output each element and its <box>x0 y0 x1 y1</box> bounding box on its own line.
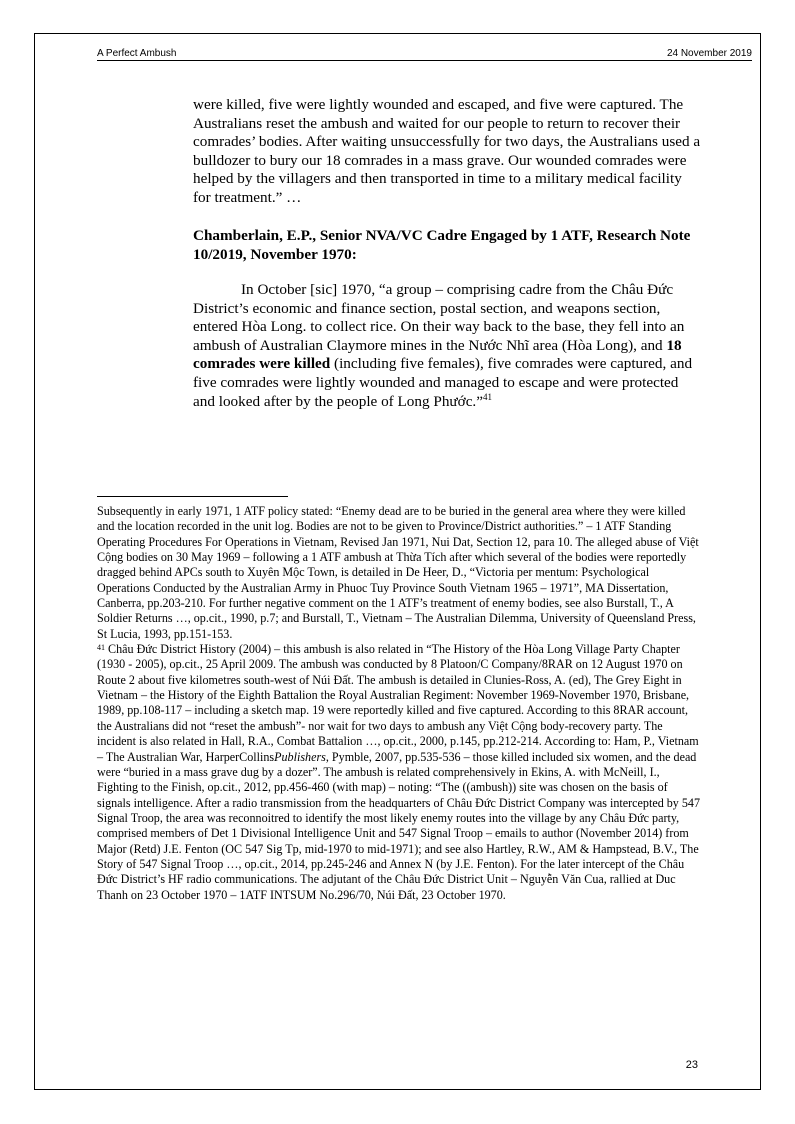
quote-continuation <box>193 96 703 208</box>
quote-continuation-text: were killed, five were lightly wounded and escaped, and five were captured. The Australians reset the ambush and waited for our people to return to recover their comrades’ bodies. After waiting unsuccessfully for two days, the Australians used a bulldozer to bury our 18 comrades in a mass grave. Our wounded comrades were helped by the villagers and then transported in time to a military medical facility for treatment.” … <box>193 96 701 206</box>
block-quote-after: (including five females), five comrades were captured, and five comrades were lightly wounded and managed to escape and were protected and looked after by the people of Long Phước.” <box>193 355 693 410</box>
block-quote <box>193 281 703 411</box>
footnote-41-part2: , Pymble, 2007, pp.535-536 – those killed included six women, and the dead were “buried in a mass grave dug by a dozer”. The ambush is related comprehensively in Ekins, A. with McNeill, I., Fighting to the Finish, op.cit., 2012, pp.456-460 (with map) – noting: “The ((ambush)) site was chosen on the basis of signals intelligence. After a radio transmission from the headquarters of Châu Đức District Company was intercepted by 547 Signal Troop, the area was reconnoitred to identify the most likely enemy routes into the village by any Châu Đức party, comprised members of Det 1 Divisional Intelligence Unit and 547 Signal Troop – emails to author (November 2014) from Major (Retd) J.E. Fenton (OC 547 Sig Tp, mid-1970 to mid-1971); and see also Hartley, R.W., AM & Hampstead, B.V., The Story of 547 Signal Troop …, op.cit., 2014, pp.245-246 and Annex N (by J.E. Fenton). For the later intercept of the Châu Đức District’s HF radio communications. The adjutant of the Châu Đức District Unit – Nguyễn Văn Cua, rallied at Duc Thanh on 23 October 1970 – 1ATF INTSUM No.296/70, Núi Đất, 23 October 1970. <box>97 749 701 902</box>
footnote-41-part1: Châu Đức District History (2004) – this ambush is also related in “The History of the Hòa Long Village Party Chapter (1930 - 2005), op.cit., 25 April 2009. The ambush was conducted by 8 Platoon/C Company/8RAR on 12 August 1970 on Route 2 about five kilometres south-west of Núi Đất. The ambush is detailed in Clunies-Ross, A. (ed), The Grey Eight in Vietnam – the History of the Eighth Battalion the Royal Australian Regiment: November 1969-November 1970, Brisbane, 1989, pp.108-117 – including a sketch map. 19 were reportedly killed and five captured. According to this 8RAR account, the Australians did not “reset the ambush”- nor wait for two days to ambush any Việt Cộng body-recovery party. The incident is also related in Hall, R.A., Combat Battalion …, op.cit., 2000, p.145, pp.212-214. According to: Ham, P., Vietnam – The Australian War, HarperCollins <box>97 642 699 764</box>
footnote-separator <box>97 496 288 497</box>
block-quote-text <box>193 281 703 411</box>
block-quote-before: In October [sic] 1970, “a group – comprising cadre from the Châu Đức District’s economic and finance section, postal section, and weapons section, entered Hòa Long. to collect rice. On their way back to the base, they fell into an ambush of Australian Claymore mines in the Nước Nhĩ area (Hòa Long), and <box>193 281 685 354</box>
section-heading-text: Chamberlain, E.P., Senior NVA/VC Cadre Engaged by 1 ATF, Research Note 10/2019, November 1970: <box>193 227 691 263</box>
footnote-ref-41[interactable]: 41 <box>482 391 492 402</box>
header-title: A Perfect Ambush <box>97 48 177 59</box>
page-number: 23 <box>685 1059 698 1071</box>
footnote-41-number: 41 <box>97 643 105 653</box>
footnotes <box>97 504 701 903</box>
footnote-41-italic: Publishers <box>274 749 326 764</box>
footnote-41 <box>97 642 701 903</box>
header-date: 24 November 2019 <box>666 48 752 59</box>
header-rule <box>97 60 752 61</box>
block-quote-bold: 18 comrades were killed <box>193 336 682 373</box>
footnote-continued: Subsequently in early 1971, 1 ATF policy stated: “Enemy dead are to be buried in the general area where they were killed and the location recorded in the unit log. Bodies are not to be given to Province/District authorities.” – 1 ATF Standing Operating Procedures For Operations in Vietnam, Revised Jan 1971, Nui Dat, Section 12, para 10. The alleged abuse of Việt Cộng bodies on 30 May 1969 – following a 1 ATF ambush at Thừa Tích after which several of the bodies were reportedly dragged behind APCs south to Xuyên Mộc Town, is detailed in De Heer, D., “Victoria per mentum: Psychological Operations Conducted by the Australian Army in Phuoc Tuy Province South Vietnam 1965 – 1971”, MA Dissertation, Canberra, pp.203-210. For further negative comment on the 1 ATF’s treatment of enemy bodies, see also Burstall, T., A Soldier Returns …, op.cit., 1990, p.7; and Burstall, T., Vietnam – The Australian Dilemma, University of Queensland Press, St Lucia, 1993, pp.151-153. <box>97 504 699 641</box>
section-heading <box>193 227 703 264</box>
